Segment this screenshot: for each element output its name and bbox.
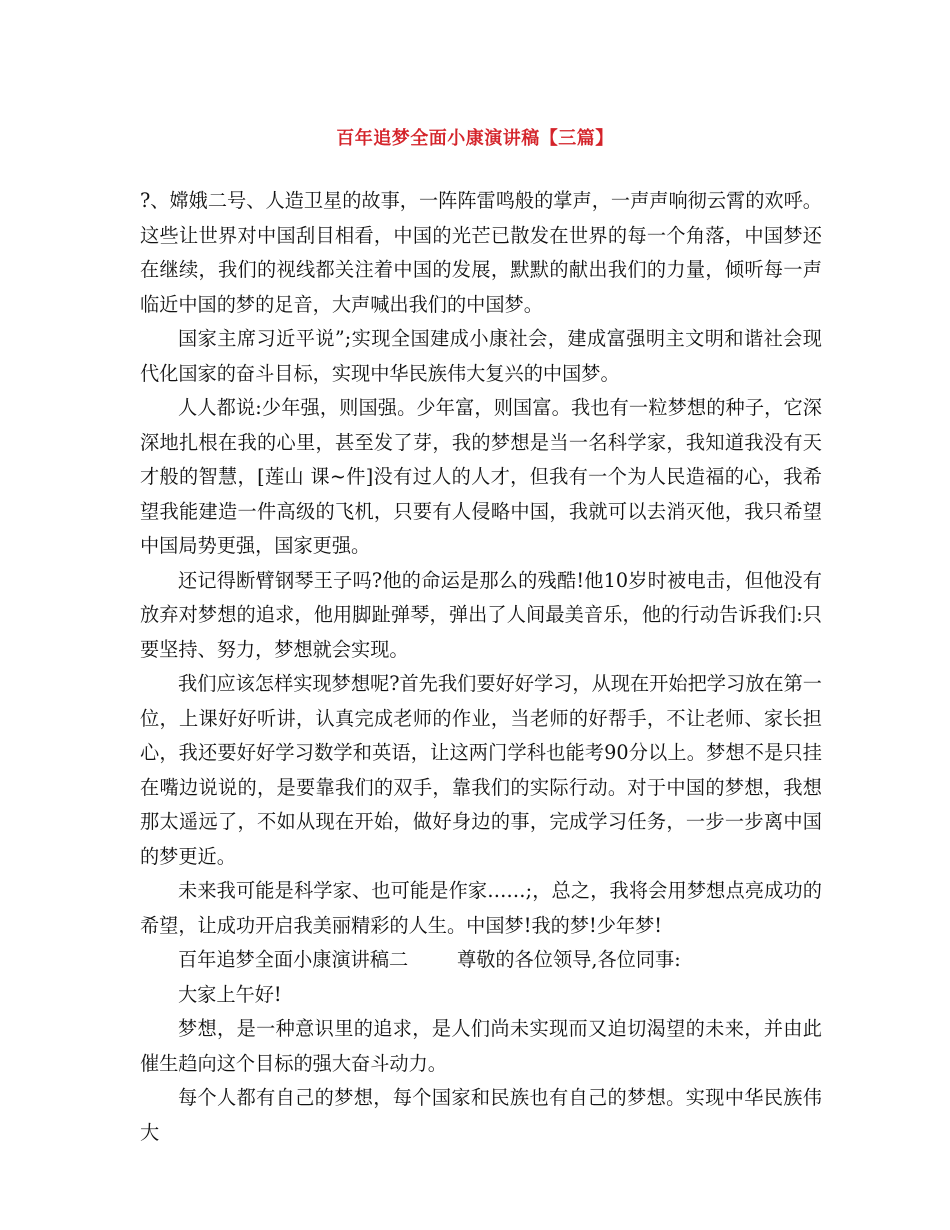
paragraph-9: 每个人都有自己的梦想，每个国家和民族也有自己的梦想。实现中华民族伟大 — [140, 1086, 822, 1144]
section-heading-2: 百年追梦全面小康演讲稿二 尊敬的各位领导,各位同事: — [178, 948, 681, 971]
document-title: 百年追梦全面小康演讲稿【三篇】 — [336, 128, 614, 149]
paragraph-3: 人人都说:少年强，则国强。少年富，则国富。我也有一粒梦想的种子，它深深地扎根在我的心里，甚至发了芽，我的梦想是当一名科学家，我知道我没有天才般的智慧，[莲山 课~件]没有过人的人才，但我有一个为人民造福的心，我希望我能建造一件高级的飞机，只要有人侵略中国，我就可以去消灭他，我只希望中国局势更强，国家更强。 — [140, 396, 822, 557]
paragraph-4: 还记得断臂钢琴王子吗?他的命运是那么的残酷!他10岁时被电击，但他没有放弃对梦想的追求，他用脚趾弹琴，弹出了人间最美音乐，他的行动告诉我们:只要坚持、努力，梦想就会实现。 — [140, 568, 822, 661]
greeting: 大家上午好! — [178, 982, 282, 1006]
document-body — [140, 184, 822, 1150]
paragraph-1: ?、嫦娥二号、人造卫星的故事，一阵阵雷鸣般的掌声，一声声响彻云霄的欢呼。这些让世界对中国刮目相看，中国的光芒已散发在世界的每一个角落，中国梦还在继续，我们的视线都关注着中国的发展，默默的献出我们的力量，倾听每一声临近中国的梦的足音，大声喊出我们的中国梦。 — [140, 189, 822, 316]
paragraph-6: 未来我可能是科学家、也可能是作家……;，总之，我将会用梦想点亮成功的希望，让成功开启我美丽精彩的人生。中国梦!我的梦!少年梦! — [140, 879, 822, 937]
paragraph-5: 我们应该怎样实现梦想呢?首先我们要好好学习，从现在开始把学习放在第一位，上课好好听讲，认真完成老师的作业，当老师的好帮手，不让老师、家长担心，我还要好好学习数学和英语，让这两门学科也能考90分以上。梦想不是只挂在嘴边说说的，是要靠我们的双手，靠我们的实际行动。对于中国的梦想，我想那太遥远了，不如从现在开始，做好身边的事，完成学习任务，一步一步离中国的梦更近。 — [140, 672, 822, 868]
paragraph-2: 国家主席习近平说”;实现全国建成小康社会，建成富强明主文明和谐社会现代化国家的奋斗目标，实现中华民族伟大复兴的中国梦。 — [140, 327, 822, 385]
paragraph-8: 梦想，是一种意识里的追求，是人们尚未实现而又迫切渴望的未来，并由此催生趋向这个目标的强大奋斗动力。 — [140, 1017, 822, 1075]
